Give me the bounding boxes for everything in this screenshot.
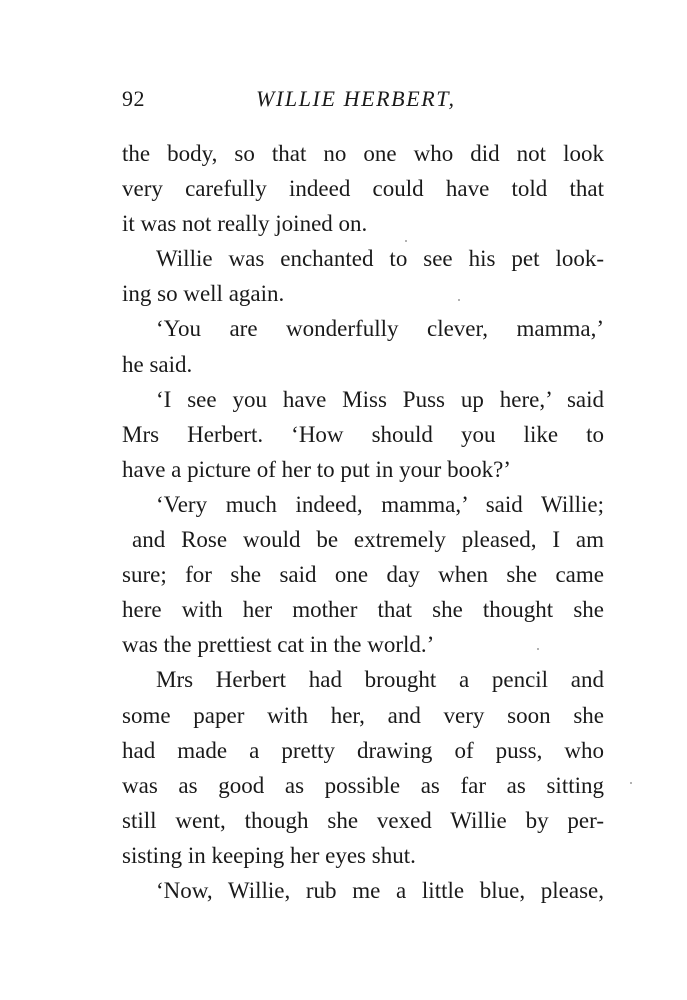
text-line: Mrs Herbert had brought a pencil and <box>156 667 604 693</box>
text-line: was the prettiest cat in the world.’ <box>122 632 435 658</box>
text-line: ‘I see you have Miss Puss up here,’ said <box>156 386 604 412</box>
text-line: and Rose would be extremely pleased, I am <box>132 527 604 553</box>
text-line: have a picture of her to put in your book?’ <box>122 456 511 482</box>
text-line: ‘Very much indeed, mamma,’ said Willie; <box>156 491 604 517</box>
text-line: ing so well again. <box>122 281 285 307</box>
text-line: sisting in keeping her eyes shut. <box>122 842 416 868</box>
text-line: ‘You are wonderfully clever, mamma,’ <box>156 316 604 342</box>
text-line: he said. <box>122 351 193 377</box>
text-line: it was not really joined on. <box>122 211 368 237</box>
page-number: 92 <box>122 86 145 111</box>
scan-speck <box>458 299 460 301</box>
text-line: still went, though she vexed Willie by per- <box>122 807 604 833</box>
body-text <box>122 136 604 908</box>
text-line: Willie was enchanted to see his pet look- <box>156 246 604 272</box>
text-line: ‘Now, Willie, rub me a little blue, please, <box>156 877 604 903</box>
running-title: WILLIE HERBERT, <box>256 86 456 111</box>
text-line: very carefully indeed could have told that <box>122 176 604 202</box>
text-line: Mrs Herbert. ‘How should you like to <box>122 421 604 447</box>
text-line: was as good as possible as far as sitting <box>122 772 604 798</box>
scan-speck <box>630 782 632 784</box>
text-line: some paper with her, and very soon she <box>122 702 604 728</box>
running-header <box>122 86 604 118</box>
text-line: sure; for she said one day when she came <box>122 562 604 588</box>
text-line: had made a pretty drawing of puss, who <box>122 737 604 763</box>
scan-speck <box>537 648 539 650</box>
text-line: here with her mother that she thought she <box>122 597 604 623</box>
scan-speck <box>405 240 407 242</box>
text-line: the body, so that no one who did not look <box>122 141 604 166</box>
